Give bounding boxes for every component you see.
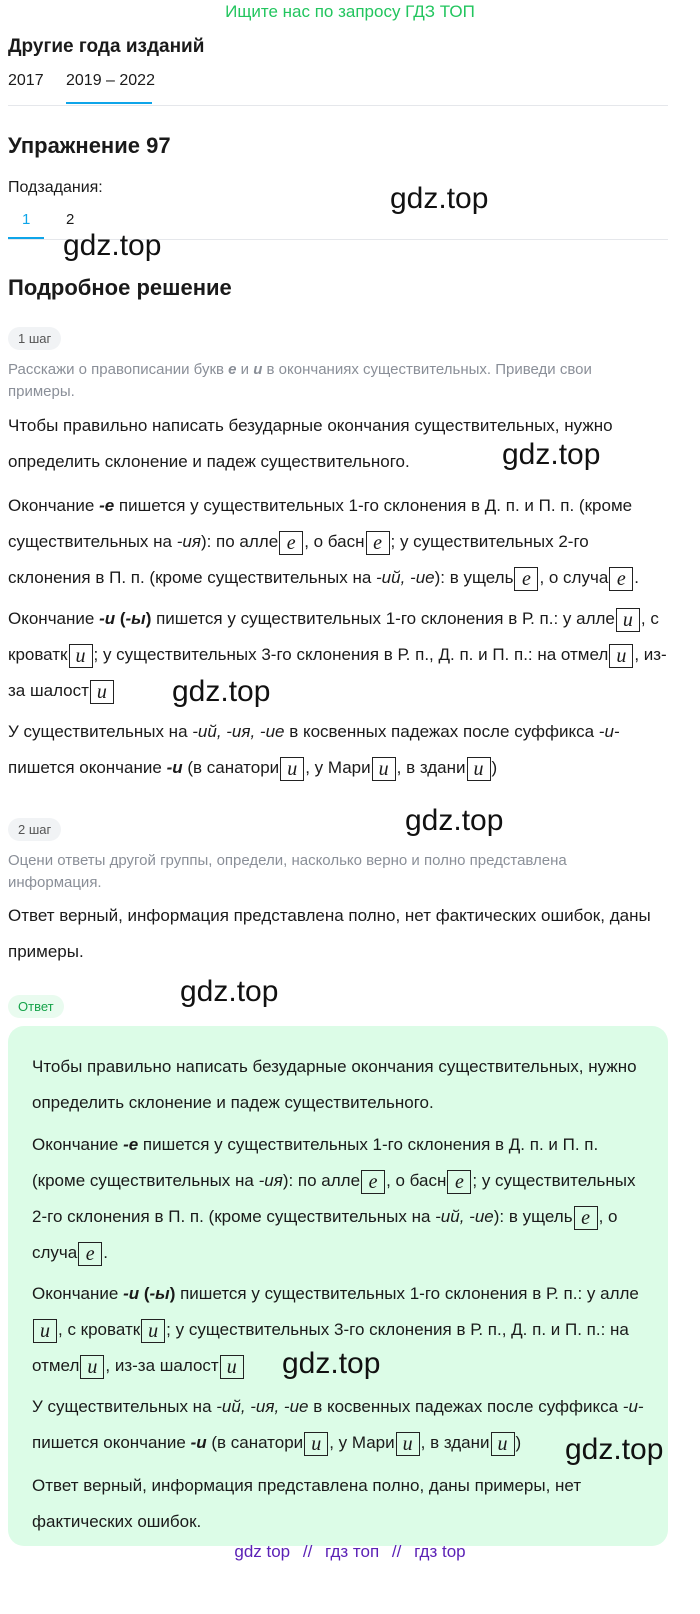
divider [8,105,668,106]
footer-link-gdz-top[interactable]: gdz top [234,1542,291,1561]
footer-separator: // [391,1542,402,1561]
answer-paragraph-1: Чтобы правильно написать безударные окончания существительных, нужно определить склонение и падеж существительного. [32,1057,637,1112]
step-1-paragraph-4: У существительных на -ий, -ия, -ие в косвенных падежах после суффикса -и- пишется окончание -и (в санатори и , у Мари и , в здани и ) [8,722,620,780]
step-1-task: Расскажи о правописании букв е и и в окончаниях существительных. Приведи свои примеры. [8,361,592,400]
footer-separator: // [302,1542,313,1561]
promo-banner: Ищите нас по запросу ГДЗ ТОП [225,2,475,21]
solution-title: Подробное решение [8,275,232,300]
subtasks-label: Подзадания: [8,179,103,196]
active-year-underline [66,102,152,104]
years-heading: Другие года изданий [8,36,205,57]
footer-link-gdz-top-ru[interactable]: гдз топ [325,1542,380,1561]
watermark: gdz.top [172,675,271,708]
answer-paragraph-5: Ответ верный, информация представлена полно, даны примеры, нет фактических ошибок. [32,1476,582,1531]
watermark: gdz.top [282,1347,381,1380]
watermark: gdz.top [405,804,504,837]
year-tab-2017[interactable]: 2017 [8,72,44,89]
step-1-badge: 1 шаг [8,327,61,350]
watermark: gdz.top [180,975,279,1008]
watermark: gdz.top [63,229,162,262]
step-2-answer: Ответ верный, информация представлена полно, нет фактических ошибок, даны примеры. [8,906,651,961]
footer-link-gdz-top-mixed[interactable]: гдз top [414,1542,466,1561]
step-1-paragraph-3: Окончание -и (-ы) пишется у существительных 1-го склонения в Р. п.: у алле и , с кроватк и ; у существительных 3-го склонения в Р. п., Д. п. и П. п.: на отмел и , из-за шалост и [8,608,667,703]
watermark: gdz.top [390,182,489,215]
watermark: gdz.top [502,438,601,471]
year-tab-2019-2022[interactable]: 2019 – 2022 [66,72,155,89]
subtask-tab-1[interactable]: 1 [22,211,31,228]
footer-links [0,1542,700,1562]
watermark: gdz.top [565,1433,664,1466]
step-2-task: Оцени ответы другой группы, определи, насколько верно и полно представлена информация. [8,852,567,891]
answer-paragraph-4: У существительных на -ий, -ия, -ие в косвенных падежах после суффикса -и- пишется окончание -и (в санатори и , у Мари и , в здани и ) [32,1397,644,1455]
subtask-tab-2[interactable]: 2 [66,211,75,228]
exercise-title: Упражнение 97 [8,133,171,158]
answer-paragraph-3: Окончание -и (-ы) пишется у существительных 1-го склонения в Р. п.: у аллеи , с кроватк и ; у существительных 3-го склонения в Р. п., Д. п. и П. п.: на отмел и , из-за шалост и [32,1284,639,1378]
step-1-paragraph-2: Окончание -е пишется у существительных 1-го склонения в Д. п. и П. п. (кроме существительных на -ия): по алле е , о басн е ; у существительных 2-го склонения в П. п. (кроме существительных на -ий, -ие): в ущель е , о случа е . [8,496,640,590]
answer-paragraph-2: Окончание -е пишется у существительных 1-го склонения в Д. п. и П. п. (кроме существительных на -ия): по алле е , о басн е ; у существительных 2-го склонения в П. п. (кроме существительных на -ий, -ие): в ущель е , о случа е . [32,1135,636,1265]
step-1-paragraph-1: Чтобы правильно написать безударные окончания существительных, нужно определить склонение и падеж существительного. [8,416,613,471]
step-2-badge: 2 шаг [8,818,61,841]
answer-badge: Ответ [8,995,64,1018]
